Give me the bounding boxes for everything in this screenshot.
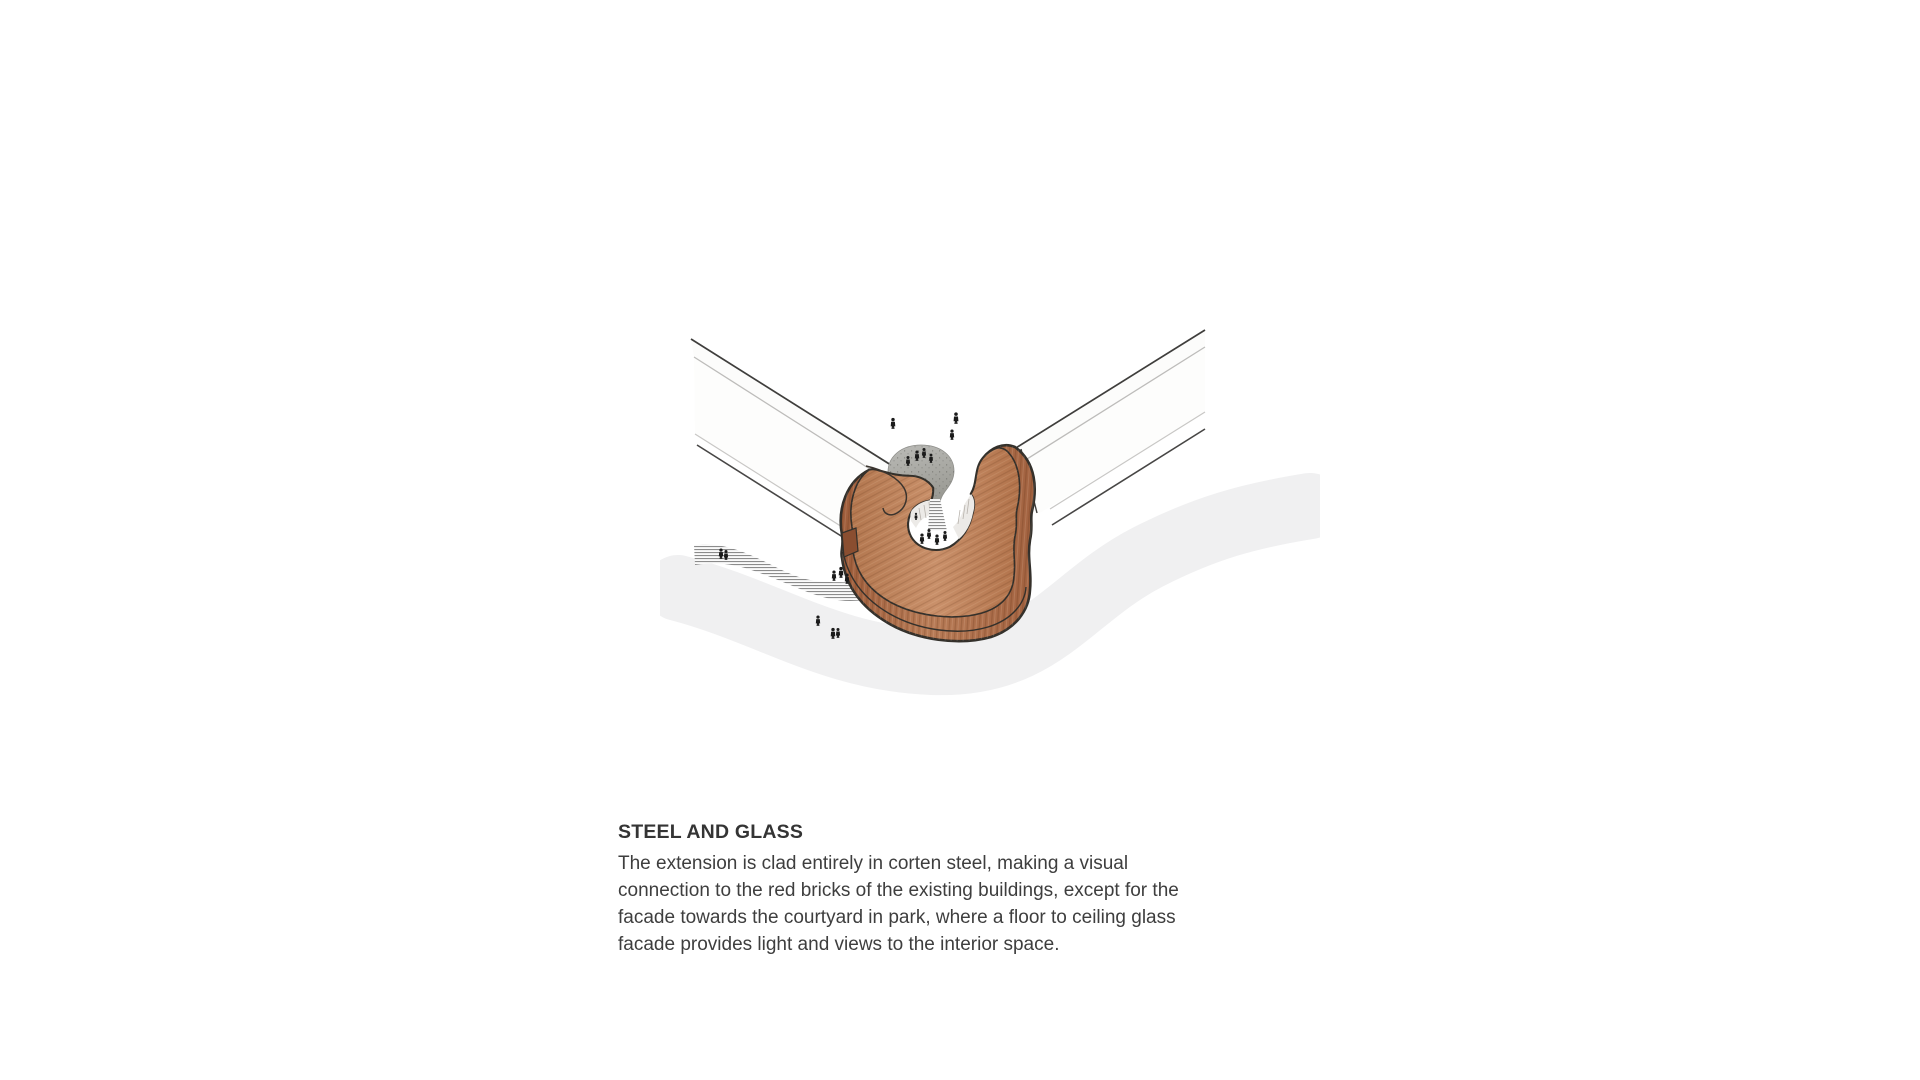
person-figure — [832, 570, 836, 581]
person-figure — [920, 533, 924, 544]
caption-body — [618, 850, 1278, 958]
person-figure — [891, 418, 896, 429]
courtyard-stair — [928, 499, 947, 531]
corten-base-step — [842, 528, 858, 557]
caption-line: facade provides light and views to the interior space. — [618, 934, 1060, 955]
person-figure — [927, 529, 931, 539]
caption-line: facade towards the courtyard in park, where a floor to ceiling glass — [618, 907, 1176, 928]
caption-line: connection to the red bricks of the existing buildings, except for the — [618, 880, 1179, 901]
caption-title: STEEL AND GLASS — [618, 821, 804, 843]
architecture-diagram — [660, 310, 1320, 700]
person-figure — [839, 567, 844, 578]
caption-line: The extension is clad entirely in corten steel, making a visual — [618, 853, 1129, 874]
person-figure — [935, 534, 939, 545]
person-figure — [943, 531, 947, 541]
person-figure — [950, 429, 954, 440]
person-figure — [954, 412, 959, 424]
caption-block — [618, 821, 1278, 958]
